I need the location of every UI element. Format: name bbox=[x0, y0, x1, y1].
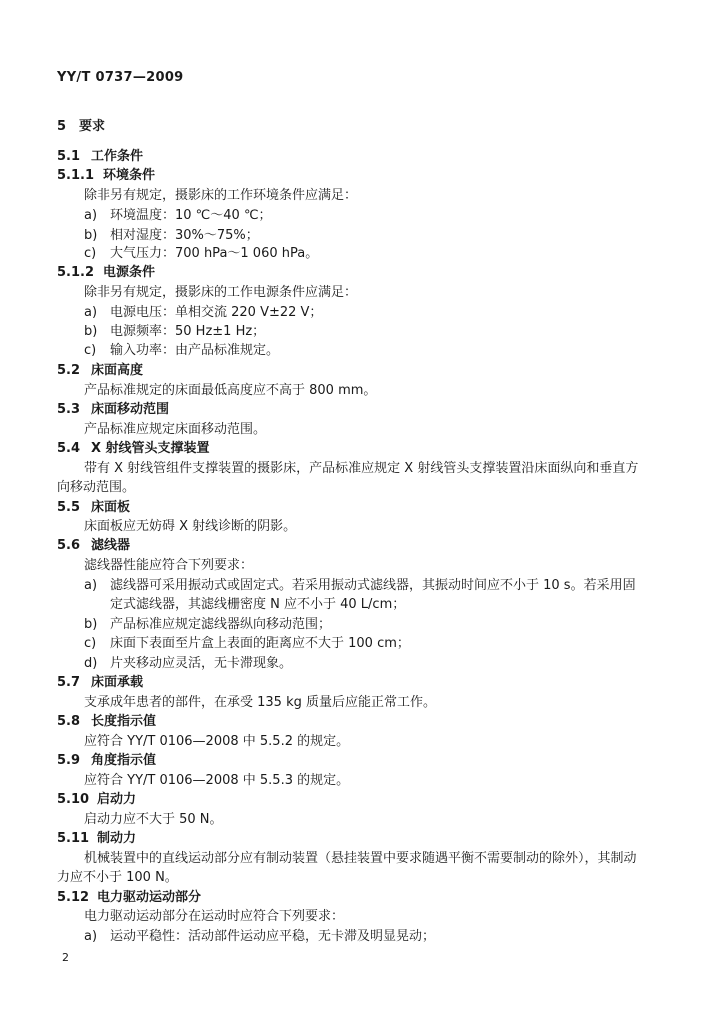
list-item: a) 运动平稳性：活动部件运动应平稳，无卡滞及明显晃动； bbox=[84, 929, 436, 944]
section-heading-5-5 bbox=[57, 499, 130, 517]
paragraph-continued: 力应不小于 100 N。 bbox=[57, 870, 178, 885]
section-title: X 射线管头支撑装置 bbox=[91, 441, 210, 456]
section-title: 床面承载 bbox=[91, 675, 144, 690]
list-item-continued: 定式滤线器，其滤线栅密度 N 应不小于 40 L/cm； bbox=[110, 597, 406, 612]
section-heading-5-7 bbox=[57, 674, 143, 692]
paragraph: 除非另有规定，摄影床的工作电源条件应满足： bbox=[84, 285, 358, 300]
section-heading-5-3 bbox=[57, 401, 169, 419]
section-number: 5.8 bbox=[57, 714, 81, 729]
list-item: b) 相对湿度：30%～75%； bbox=[84, 228, 259, 243]
section-heading-5-10 bbox=[57, 791, 136, 809]
list-item: c) 大气压力：700 hPa～1 060 hPa。 bbox=[84, 246, 319, 261]
section-heading-5-11 bbox=[57, 830, 136, 848]
section-heading-5-1-2 bbox=[57, 264, 155, 282]
section-number: 5.11 bbox=[57, 831, 90, 846]
section-title: 床面板 bbox=[91, 500, 131, 515]
section-title: 床面高度 bbox=[91, 363, 144, 378]
section-title: 床面移动范围 bbox=[91, 402, 170, 417]
list-item: a) 滤线器可采用振动式或固定式。若采用振动式滤线器，其振动时间应不小于 10 s。若采用固 bbox=[84, 578, 636, 593]
section-number: 5.6 bbox=[57, 538, 81, 553]
section-heading-5-1 bbox=[57, 148, 143, 166]
paragraph: 应符合 YY/T 0106—2008 中 5.5.2 的规定。 bbox=[84, 734, 350, 749]
paragraph: 除非另有规定，摄影床的工作环境条件应满足： bbox=[84, 188, 358, 203]
list-item: a) 环境温度：10 ℃～40 ℃； bbox=[84, 208, 272, 223]
section-title: 要求 bbox=[79, 119, 106, 134]
section-title: 工作条件 bbox=[91, 149, 144, 164]
paragraph: 滤线器性能应符合下列要求： bbox=[84, 558, 254, 573]
section-number: 5.1.2 bbox=[57, 265, 95, 280]
paragraph-continued: 向移动范围。 bbox=[57, 480, 136, 495]
page-number: 2 bbox=[62, 951, 69, 964]
section-heading-5-6 bbox=[57, 537, 130, 555]
section-number: 5.9 bbox=[57, 753, 81, 768]
section-number: 5 bbox=[57, 119, 67, 134]
list-item: b) 电源频率：50 Hz±1 Hz； bbox=[84, 324, 266, 339]
section-title: 环境条件 bbox=[103, 168, 156, 183]
list-item: a) 电源电压：单相交流 220 V±22 V； bbox=[84, 305, 323, 320]
section-number: 5.1.1 bbox=[57, 168, 95, 183]
section-title: 电源条件 bbox=[103, 265, 156, 280]
paragraph: 电力驱动运动部分在运动时应符合下列要求： bbox=[84, 909, 345, 924]
section-heading-5-12 bbox=[57, 889, 201, 907]
section-title: 滤线器 bbox=[91, 538, 131, 553]
paragraph: 带有 X 射线管组件支撑装置的摄影床，产品标准应规定 X 射线管头支撑装置沿床面纵向和垂直方 bbox=[84, 461, 639, 476]
section-title: 角度指示值 bbox=[91, 753, 157, 768]
section-number: 5.12 bbox=[57, 890, 90, 905]
section-heading-5-2 bbox=[57, 362, 143, 380]
list-item: c) 床面下表面至片盒上表面的距离应不大于 100 cm； bbox=[84, 636, 410, 651]
paragraph: 产品标准应规定床面移动范围。 bbox=[84, 422, 267, 437]
section-heading-5-8 bbox=[57, 713, 156, 731]
section-number: 5.3 bbox=[57, 402, 81, 417]
list-item: c) 输入功率：由产品标准规定。 bbox=[84, 343, 280, 358]
section-heading-5-1-1 bbox=[57, 167, 155, 185]
section-number: 5.1 bbox=[57, 149, 81, 164]
section-number: 5.10 bbox=[57, 792, 90, 807]
paragraph: 应符合 YY/T 0106—2008 中 5.5.3 的规定。 bbox=[84, 773, 350, 788]
section-title: 制动力 bbox=[97, 831, 137, 846]
section-number: 5.2 bbox=[57, 363, 81, 378]
paragraph: 启动力应不大于 50 N。 bbox=[84, 812, 223, 827]
paragraph: 床面板应无妨碍 X 射线诊断的阴影。 bbox=[84, 519, 297, 534]
section-heading-5 bbox=[57, 118, 105, 136]
section-title: 长度指示值 bbox=[91, 714, 157, 729]
paragraph: 产品标准规定的床面最低高度应不高于 800 mm。 bbox=[84, 383, 377, 398]
paragraph: 机械装置中的直线运动部分应有制动装置（悬挂装置中要求随遇平衡不需要制动的除外），其制动 bbox=[84, 851, 637, 866]
standard-code-header: YY/T 0737—2009 bbox=[57, 70, 184, 85]
list-item: b) 产品标准应规定滤线器纵向移动范围； bbox=[84, 617, 332, 632]
section-number: 5.5 bbox=[57, 500, 81, 515]
list-item: d) 片夹移动应灵活，无卡滞现象。 bbox=[84, 656, 293, 671]
section-number: 5.4 bbox=[57, 441, 81, 456]
section-title: 启动力 bbox=[97, 792, 137, 807]
section-heading-5-4 bbox=[57, 440, 210, 458]
section-heading-5-9 bbox=[57, 752, 156, 770]
section-title: 电力驱动运动部分 bbox=[97, 890, 202, 905]
paragraph: 支承成年患者的部件，在承受 135 kg 质量后应能正常工作。 bbox=[84, 695, 436, 710]
section-number: 5.7 bbox=[57, 675, 81, 690]
